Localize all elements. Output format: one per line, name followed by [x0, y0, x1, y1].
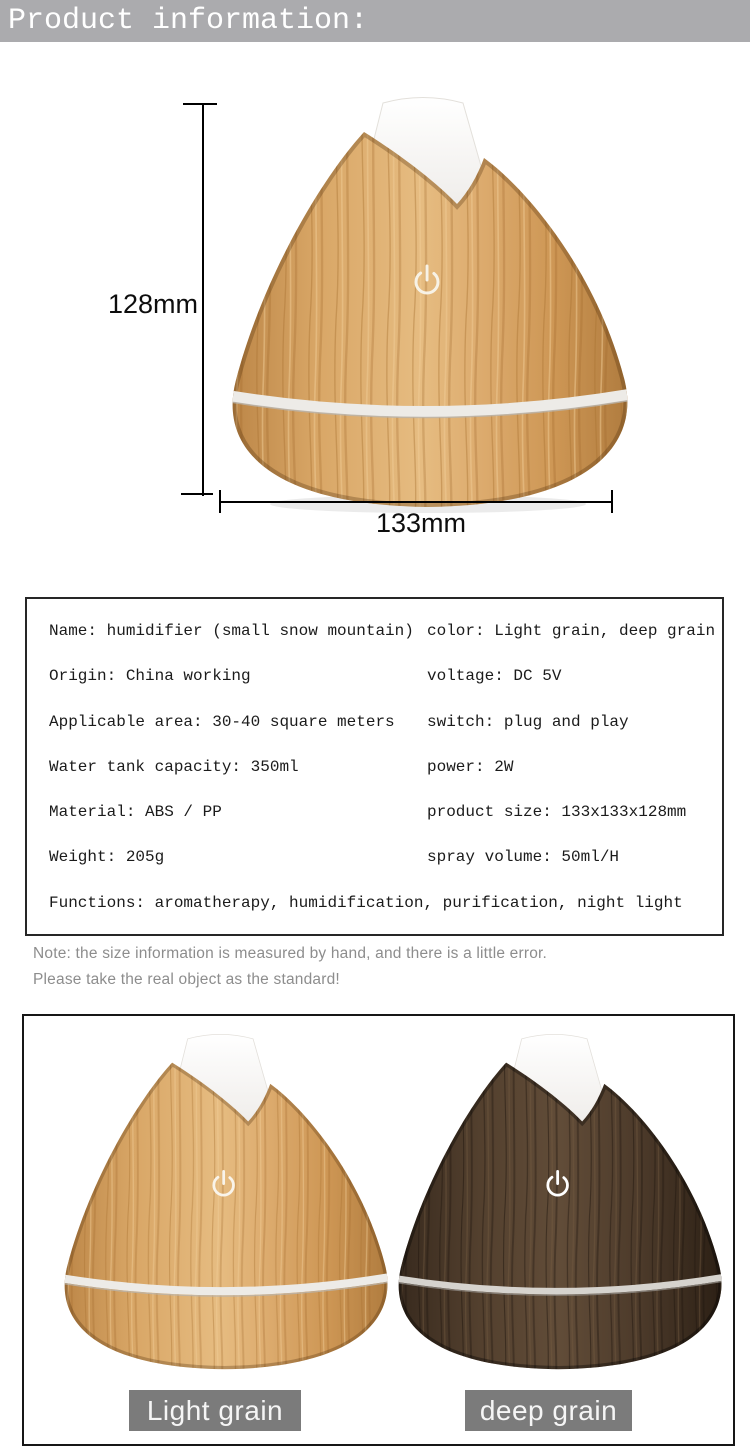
spec-cell-functions: Functions: aromatherapy, humidification, purification, night light — [49, 893, 683, 912]
spec-cell-switch: switch: plug and play — [427, 712, 629, 731]
spec-row — [27, 745, 722, 790]
product-image-dark — [372, 1020, 740, 1380]
page-title: Product information: — [8, 4, 369, 38]
width-dimension-line — [219, 501, 613, 503]
specs-table — [25, 597, 724, 936]
note-text — [33, 941, 673, 993]
spec-cell-material: Material: ABS / PP — [49, 803, 222, 822]
spec-cell-capacity: Water tank capacity: 350ml — [49, 757, 299, 776]
spec-row — [27, 790, 722, 835]
spec-cell-spray: spray volume: 50ml/H — [427, 848, 620, 867]
variant-badge-dark: deep grain — [465, 1390, 632, 1431]
height-dimension-tick-bottom — [181, 493, 213, 495]
spec-cell-name: Name: humidifier (small snow mountain) — [49, 622, 414, 640]
width-dimension-tick-left — [219, 490, 221, 513]
header-bar — [0, 0, 750, 42]
spec-cell-voltage: voltage: DC 5V — [427, 667, 562, 686]
height-dimension-line — [202, 104, 204, 496]
spec-row — [27, 609, 722, 654]
variant-badge-light: Light grain — [129, 1390, 301, 1431]
note-line-2: Please take the real object as the standard! — [33, 971, 340, 988]
spec-cell-weight: Weight: 205g — [49, 848, 165, 867]
spec-cell-power: power: 2W — [427, 757, 514, 776]
spec-cell-size: product size: 133x133x128mm — [427, 803, 687, 822]
product-image-light — [38, 1020, 406, 1380]
width-dimension-label: 133mm — [375, 508, 467, 538]
height-dimension-label: 128mm — [107, 289, 198, 319]
product-image-main — [200, 80, 650, 520]
spec-row — [27, 881, 722, 926]
spec-row — [27, 700, 722, 745]
spec-row — [27, 835, 722, 880]
width-dimension-tick-right — [611, 490, 613, 513]
note-line-1: Note: the size information is measured by hand, and there is a little error. — [33, 945, 548, 962]
spec-cell-color: color: Light grain, deep grain — [427, 622, 716, 640]
spec-cell-area: Applicable area: 30-40 square meters — [49, 712, 395, 731]
height-dimension-tick-top — [183, 103, 217, 105]
spec-cell-origin: Origin: China working — [49, 667, 251, 686]
spec-row — [27, 654, 722, 699]
variants-panel — [22, 1014, 735, 1446]
